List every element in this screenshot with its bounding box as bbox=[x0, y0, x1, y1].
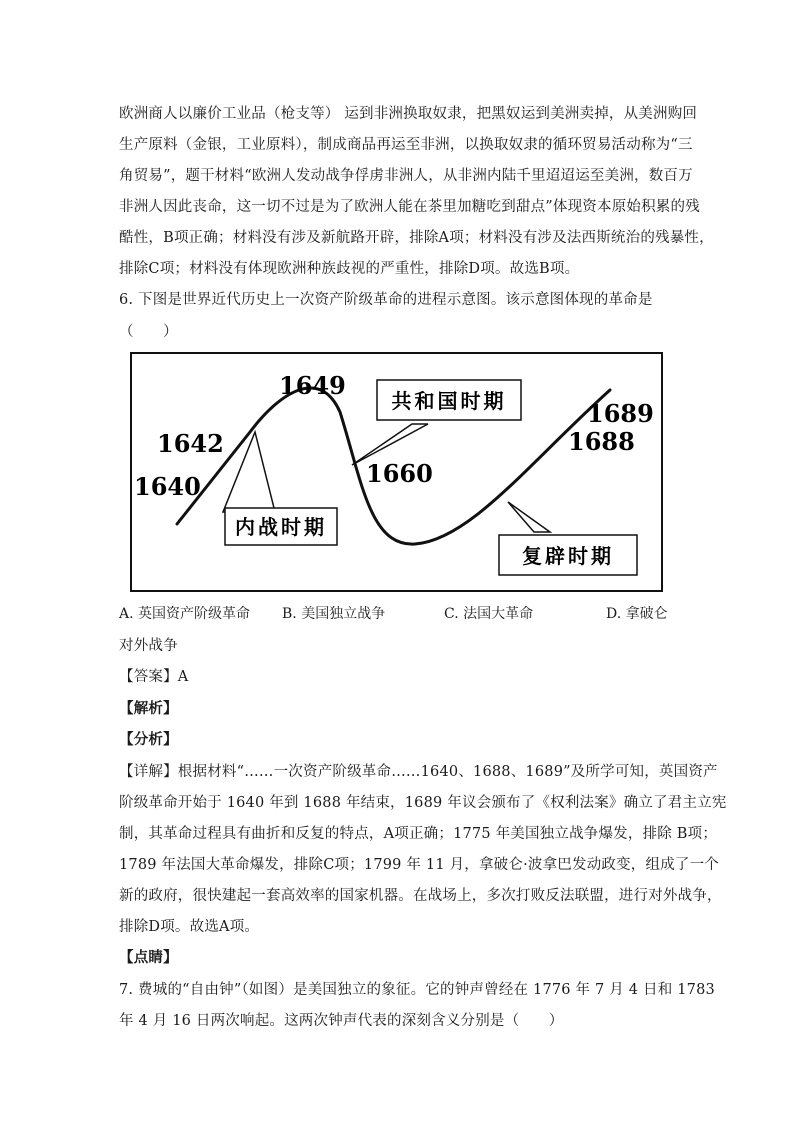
question-6-stem: 6. 下图是世界近代历史上一次资产阶级革命的进程示意图。该示意图体现的革命是 bbox=[119, 292, 653, 308]
dianjing-heading: 【点睛】 bbox=[119, 949, 178, 966]
detail-line-5: 新的政府，很快建起一套高效率的国家机器。在战场上，多次打败反法联盟，进行对外战争， bbox=[119, 888, 722, 904]
detail-line-2: 阶级革命开始于 1640 年到 1688 年结束，1689 年议会颁布了《权利法案》确立了君主立宪 bbox=[119, 795, 727, 811]
detail-line-4: 1789 年法国大革命爆发，排除C项；1799 年 11 月，拿破仑·波拿巴发动政变，组成了一个 bbox=[119, 857, 719, 873]
revolution-process-diagram bbox=[130, 352, 663, 592]
detail-line-6: 排除D项。故选A项。 bbox=[119, 919, 260, 935]
year-1649: 1649 bbox=[279, 371, 346, 400]
detail-line-1: 【详解】根据材料“……一次资产阶级革命……1640、1688、1689”及所学可知，英国资产 bbox=[119, 764, 718, 780]
year-1688: 1688 bbox=[568, 427, 635, 456]
option-c[interactable]: C. 法国大革命 bbox=[444, 606, 534, 622]
detail-line-3: 制，其革命过程具有曲折和反复的特点，A项正确；1775 年美国独立战争爆发，排除 B项； bbox=[119, 826, 718, 842]
analysis-line-3: 角贸易”，题干材料“欧洲人发动战争俘虏非洲人，从非洲内陆千里迢迢运至美洲，数百万 bbox=[119, 168, 693, 184]
civil-war-label: 内战时期 bbox=[235, 515, 327, 539]
option-b[interactable]: B. 美国独立战争 bbox=[282, 606, 386, 622]
option-d-continued: 对外战争 bbox=[119, 638, 178, 654]
option-a[interactable]: A. 英国资产阶级革命 bbox=[119, 606, 251, 622]
question-7-line-2: 年 4 月 16 日两次响起。这两次钟声代表的深刻含义分别是（ ） bbox=[119, 1013, 564, 1029]
analysis-line-4: 非洲人因此丧命，这一切不过是为了欧洲人能在茶里加糖吃到甜点”体现资本原始积累的残 bbox=[119, 199, 700, 215]
option-d[interactable]: D. 拿破仑 bbox=[606, 606, 668, 622]
year-1660: 1660 bbox=[366, 459, 433, 488]
answer: 【答案】A bbox=[119, 669, 189, 685]
fenxi-heading: 【分析】 bbox=[119, 731, 178, 748]
restoration-label: 复辟时期 bbox=[522, 544, 614, 568]
analysis-line-5: 酷性，B项正确；材料没有涉及新航路开辟，排除A项；材料没有涉及法西斯统治的残暴性， bbox=[119, 230, 714, 246]
analysis-line-1: 欧洲商人以廉价工业品（枪支等） 运到非洲换取奴隶，把黑奴运到美洲卖掉，从美洲购回 bbox=[119, 106, 698, 122]
year-1640: 1640 bbox=[134, 472, 201, 501]
analysis-line-2: 生产原料（金银，工业原料），制成商品再运至非洲，以换取奴隶的循环贸易活动称为“三 bbox=[119, 137, 693, 153]
question-6-paren: （ ） bbox=[119, 324, 178, 340]
analysis-line-6: 排除C项；材料没有体现欧洲种族歧视的严重性，排除D项。故选B项。 bbox=[119, 261, 580, 277]
jiexi-heading: 【解析】 bbox=[119, 700, 178, 717]
question-7-line-1: 7. 费城的“自由钟”（如图）是美国独立的象征。它的钟声曾经在 1776 年 7 月 4 日和 1783 bbox=[119, 982, 715, 998]
year-1689: 1689 bbox=[587, 399, 654, 428]
year-1642: 1642 bbox=[157, 429, 224, 458]
republic-label: 共和国时期 bbox=[391, 389, 507, 413]
